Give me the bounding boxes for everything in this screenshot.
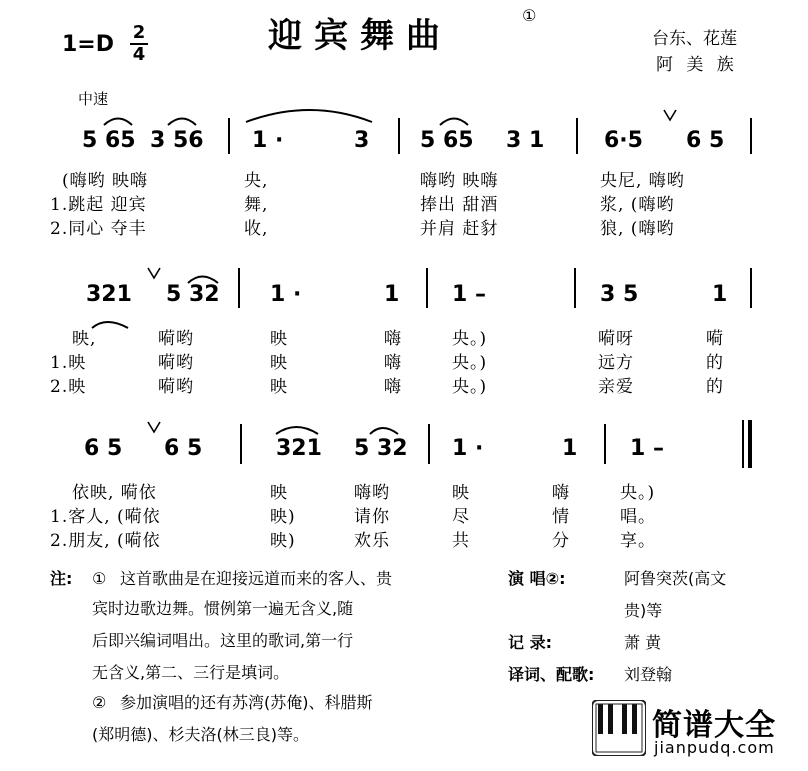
lyric-text: 浆, (嗨哟 <box>600 195 675 215</box>
lyric-text: 央, <box>244 171 269 191</box>
lyric-text: 舞, <box>244 195 269 215</box>
lyric-text: 狼, (嗨哟 <box>600 219 675 239</box>
note-2-line: (郑明德)、杉夫洛(林三良)等。 <box>92 725 309 744</box>
lyric-text: 央。) <box>452 377 488 397</box>
credit-value: 阿鲁突茨(高文 <box>624 569 727 588</box>
credit-value: 贵)等 <box>624 601 663 620</box>
credit-value: 刘登翰 <box>624 665 673 684</box>
lyric-text: 2.朋友, (嗬依 <box>50 531 161 551</box>
note-1-line: 宾时边歌边舞。惯例第一遍无含义,随 <box>92 599 354 618</box>
piano-logo-icon <box>592 700 646 756</box>
note-1-line: 后即兴编词唱出。这里的歌词,第一行 <box>92 631 354 650</box>
note-group: 321 <box>276 436 322 461</box>
watermark-name: 简谱大全 <box>652 708 776 743</box>
lyric-text: 映 <box>270 377 288 397</box>
lyric-text: 央尼, 嗨哟 <box>600 171 685 191</box>
bar-line <box>240 424 242 464</box>
lyric-text: 嗬呀 <box>598 329 634 349</box>
lyric-text: 1.客人, (嗬依 <box>50 507 161 527</box>
bar-line <box>428 424 430 464</box>
lyric-text: 嗬 <box>706 329 724 349</box>
note-group: 1 <box>384 282 400 307</box>
lyric-text: 1.跳起 迎宾 <box>50 195 147 215</box>
lyric-text: 映 <box>270 483 288 503</box>
tempo-mark: 中速 <box>78 90 109 108</box>
lyric-text: 央。) <box>452 329 488 349</box>
watermark-url: jianpudq.com <box>654 738 775 757</box>
meter-bottom: 4 <box>132 44 146 65</box>
lyric-text: 远方 <box>598 353 634 373</box>
note-group: 321 <box>86 282 132 307</box>
lyric-text: 1.映 <box>50 353 87 373</box>
lyric-text: 共 <box>452 531 470 551</box>
lyric-text: 映 <box>270 353 288 373</box>
lyric-text: 欢乐 <box>354 531 390 551</box>
key-signature: 1=D <box>62 32 115 57</box>
note-group: 3 <box>354 128 370 153</box>
lyric-text: 并肩 赶豺 <box>420 219 499 239</box>
credit-label: 演 唱②: <box>508 569 566 588</box>
lyric-text: 嗨 <box>384 329 402 349</box>
note-group: 1 <box>712 282 728 307</box>
lyric-text: 情 <box>552 507 570 527</box>
note-group: 1 <box>562 436 578 461</box>
note-group: 5 32 <box>166 282 220 307</box>
note-group: 1 · <box>270 282 302 307</box>
note-group: 6·5 <box>604 128 643 153</box>
lyric-text: 亲爱 <box>598 377 634 397</box>
lyric-text: 唱。 <box>620 507 656 527</box>
bar-line <box>750 268 752 308</box>
note-1-mark: ① <box>92 569 107 588</box>
lyric-text: 2.映 <box>50 377 87 397</box>
note-1-line: 这首歌曲是在迎接远道而来的客人、贵 <box>120 569 393 588</box>
final-bar-thick <box>748 420 752 468</box>
lyric-text: 央。) <box>620 483 656 503</box>
lyric-text: 映) <box>270 507 296 527</box>
lyric-text: 2.同心 夺丰 <box>50 219 147 239</box>
lyric-text: 收, <box>244 219 269 239</box>
meter-top: 2 <box>132 22 146 43</box>
song-title: 迎宾舞曲 <box>268 16 452 56</box>
bar-line <box>604 424 606 464</box>
lyric-text: 的 <box>706 353 724 373</box>
bar-line <box>574 268 576 308</box>
lyric-text: 嗨 <box>384 377 402 397</box>
lyric-text: 央。) <box>452 353 488 373</box>
note-group: 1 – <box>630 436 664 461</box>
note-group: 5 65 <box>420 128 474 153</box>
note-group: 6 5 <box>84 436 123 461</box>
lyric-text: 的 <box>706 377 724 397</box>
note-1-line: 无含义,第二、三行是填词。 <box>92 663 290 682</box>
lyric-text: 嗨哟 映嗨 <box>420 171 499 191</box>
note-group: 6 5 <box>686 128 725 153</box>
title-footnote-mark: ① <box>522 6 537 25</box>
lyric-text: 映 <box>452 483 470 503</box>
origin-region: 台东、花莲 <box>652 29 737 49</box>
lyric-text: 请你 <box>354 507 390 527</box>
lyric-text: 享。 <box>620 531 656 551</box>
lyric-text: 嗬哟 <box>158 353 194 373</box>
credit-label: 译词、配歌: <box>508 665 595 684</box>
lyric-text: 分 <box>552 531 570 551</box>
bar-line <box>238 268 240 308</box>
lyric-text: (嗨哟 映嗨 <box>62 171 149 191</box>
lyric-text: 依映, 嗬依 <box>72 483 157 503</box>
lyric-text: 嗨 <box>384 353 402 373</box>
note-group: 5 32 <box>354 436 408 461</box>
note-2-line: 参加演唱的还有苏湾(苏俺)、科腊斯 <box>120 693 373 712</box>
lyric-text: 嗬哟 <box>158 377 194 397</box>
note-group: 1 · <box>252 128 284 153</box>
bar-line <box>426 268 428 308</box>
lyric-text: 映 <box>270 329 288 349</box>
note-group: 3 1 <box>506 128 545 153</box>
lyric-text: 嗨 <box>552 483 570 503</box>
note-group: 1 · <box>452 436 484 461</box>
lyric-text: 映, <box>72 329 97 349</box>
note-group: 5 65 <box>82 128 136 153</box>
credit-value: 萧 黄 <box>624 633 662 652</box>
note-group: 3 5 <box>600 282 639 307</box>
lyric-text: 捧出 甜酒 <box>420 195 499 215</box>
note-group: 3 56 <box>150 128 204 153</box>
origin-people: 阿 美 族 <box>656 55 738 75</box>
lyric-text: 嗬哟 <box>158 329 194 349</box>
lyric-text: 嗨哟 <box>354 483 390 503</box>
lyric-text: 尽 <box>452 507 470 527</box>
note-group: 1 – <box>452 282 486 307</box>
final-bar-thin <box>742 420 744 468</box>
lyric-text: 映) <box>270 531 296 551</box>
note-2-mark: ② <box>92 693 107 712</box>
note-group: 6 5 <box>164 436 203 461</box>
credit-label: 记 录: <box>508 633 552 652</box>
notes-label: 注: <box>50 569 73 588</box>
